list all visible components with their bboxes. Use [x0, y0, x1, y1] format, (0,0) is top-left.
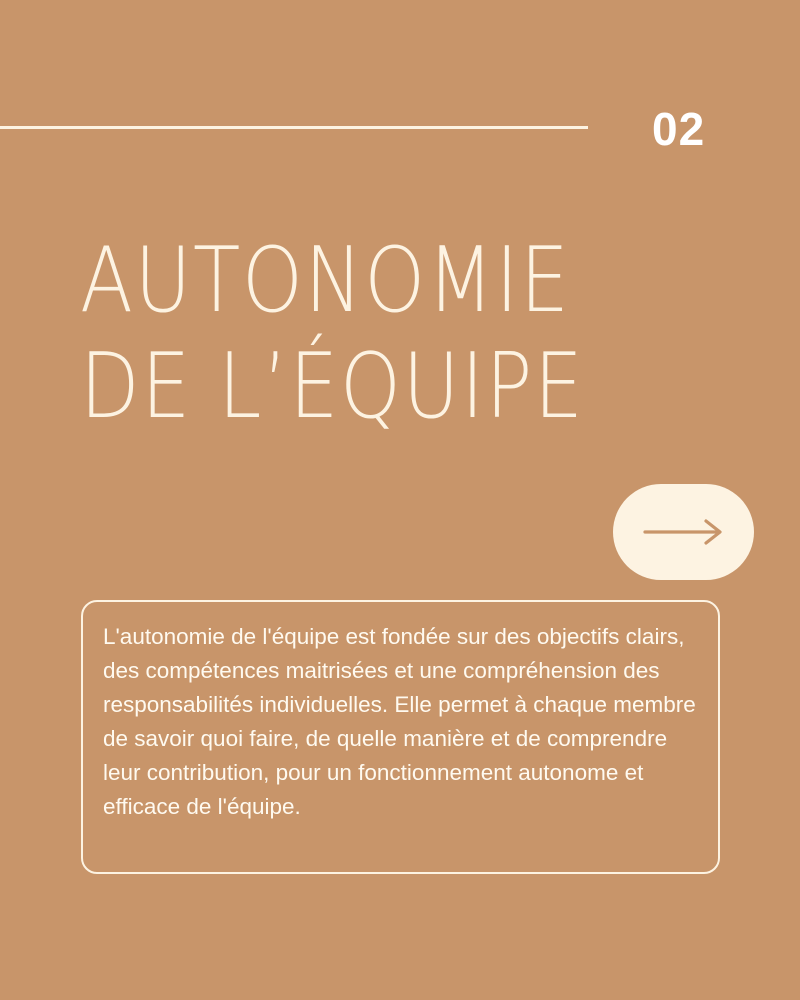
next-button[interactable] [613, 484, 754, 580]
title-line-2: DE L’ÉQUIPE [80, 334, 585, 439]
page-number: 02 [652, 103, 706, 155]
top-divider-line [0, 126, 588, 129]
description-card [81, 600, 720, 874]
page-title [80, 228, 665, 440]
title-line-1: AUTONOMIE [80, 228, 571, 333]
description-text: L'autonomie de l'équipe est fondée sur des objectifs clairs, des compétences maitrisées et une compréhension des responsabilités individuelles. Elle permet à chaque membre de savoir quoi faire, de quelle manière et de comprendre leur contribution, pour un fonctionnement autonome et efficace de l'équipe. [103, 624, 696, 819]
arrow-right-icon [643, 517, 725, 547]
